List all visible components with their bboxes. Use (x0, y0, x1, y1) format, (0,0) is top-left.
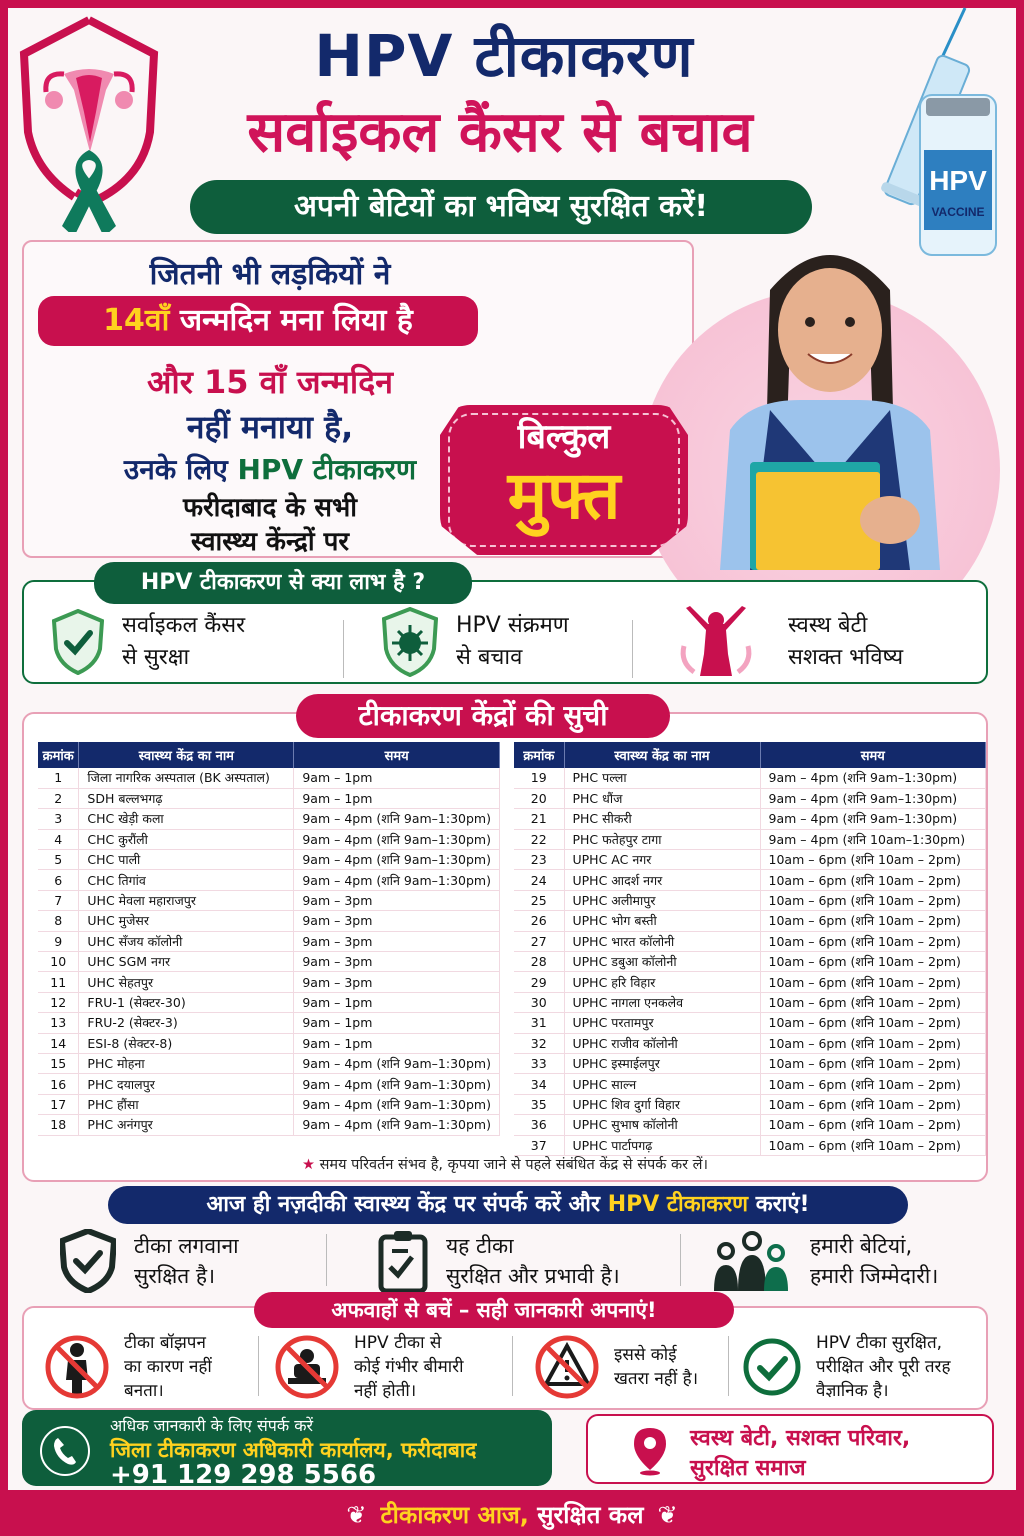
timing-cell: 9am – 3pm (294, 931, 500, 951)
cta-3-line2: हमारी जिम्मेदारी। (810, 1264, 939, 1288)
table-row (514, 1053, 986, 1073)
hpv-vaccination-highlight: HPV टीकाकरण (237, 453, 417, 486)
center-name-cell: PHC पल्ला (564, 768, 760, 788)
benefit-healthy-daughter (676, 604, 903, 680)
timing-cell: 10am – 6pm (शनि 10am – 2pm) (760, 1013, 986, 1033)
timing-cell: 10am – 6pm (शनि 10am – 2pm) (760, 952, 986, 972)
center-name-cell: PHC दयालपुर (79, 1074, 294, 1094)
timing-cell: 9am – 1pm (294, 768, 500, 788)
center-name-cell: UPHC डबुआ कॉलोनी (564, 952, 760, 972)
contact-office: जिला टीकाकरण अधिकारी कार्यालय, फरीदाबाद (110, 1438, 477, 1462)
col-serial: क्रमांक (38, 742, 79, 768)
center-name-cell: SDH बल्लभगढ़ (79, 788, 294, 808)
center-name-cell: ESI-8 (सेक्टर-8) (79, 1033, 294, 1053)
serial-cell: 6 (38, 870, 79, 890)
center-name-cell: UPHC शिव दुर्गा विहार (564, 1094, 760, 1114)
serial-cell: 14 (38, 1033, 79, 1053)
table-row (514, 829, 986, 849)
contact-phone-number[interactable]: +91 129 298 5566 (110, 1460, 377, 1490)
timing-cell: 10am – 6pm (शनि 10am – 2pm) (760, 850, 986, 870)
timing-cell: 10am – 6pm (शनि 10am – 2pm) (760, 1115, 986, 1135)
schoolgirl-illustration-icon (690, 230, 970, 570)
table-row (38, 1013, 500, 1033)
timing-cell: 9am – 4pm (शनि 9am–1:30pm) (294, 1074, 500, 1094)
contact-label: अधिक जानकारी के लिए संपर्क करें (110, 1416, 314, 1435)
serial-cell: 15 (38, 1053, 79, 1073)
timing-cell: 9am – 4pm (शनि 9am–1:30pm) (760, 788, 986, 808)
timing-cell: 10am – 6pm (शनि 10am – 2pm) (760, 972, 986, 992)
center-name-cell: PHC अनंगपुर (79, 1115, 294, 1135)
center-name-cell: UHC SGM नगर (79, 952, 294, 972)
cta-highlight: HPV टीकाकरण (607, 1192, 749, 1217)
age-14: 14वाँ (103, 303, 170, 338)
center-name-cell: UHC सँजय कॉलोनी (79, 931, 294, 951)
timing-cell: 9am – 3pm (294, 911, 500, 931)
no-infertility-icon (44, 1334, 110, 1400)
benefit-2-line1: HPV संक्रमण (456, 613, 569, 638)
timing-cell: 9am – 3pm (294, 952, 500, 972)
serial-cell: 37 (514, 1135, 564, 1155)
benefit-1-line2: से सुरक्षा (122, 645, 190, 670)
timing-cell: 10am – 6pm (शनि 10am – 2pm) (760, 890, 986, 910)
cta-1-line2: सुरक्षित है। (134, 1264, 216, 1288)
benefit-3-line2: सशक्त भविष्य (788, 645, 904, 670)
tagline-banner: अपनी बेटियों का भविष्य सुरक्षित करें! (190, 180, 812, 234)
centers-title: टीकाकरण केंद्रों की सुची (296, 694, 670, 738)
center-name-cell: UHC मुजेसर (79, 911, 294, 931)
serial-cell: 18 (38, 1115, 79, 1135)
age-highlight-banner (38, 296, 478, 346)
footer-part1: टीकाकरण आज, (380, 1501, 529, 1529)
table-row (514, 768, 986, 788)
celebrating-girl-icon (676, 606, 756, 678)
serial-cell: 10 (38, 952, 79, 972)
timing-cell: 9am – 1pm (294, 1033, 500, 1053)
serial-cell: 25 (514, 890, 564, 910)
center-name-cell: UPHC AC नगर (564, 850, 760, 870)
table-row (514, 911, 986, 931)
col-serial: क्रमांक (514, 742, 564, 768)
center-name-cell: UPHC साल्न (564, 1074, 760, 1094)
col-center-name: स्वास्थ्य केंद्र का नाम (79, 742, 294, 768)
fact-line3: वैज्ञानिक है। (816, 1381, 889, 1401)
table-row (38, 1074, 500, 1094)
timing-cell: 9am – 1pm (294, 992, 500, 1012)
star-icon: ★ (302, 1157, 316, 1173)
footer-slogan (0, 1498, 1024, 1531)
center-name-cell: UPHC भारत कॉलोनी (564, 931, 760, 951)
divider (728, 1336, 729, 1396)
motto-line1: स्वस्थ बेटी, सशक्त परिवार, (690, 1426, 911, 1451)
shield-check-icon (52, 609, 104, 675)
serial-cell: 4 (38, 829, 79, 849)
serial-cell: 26 (514, 911, 564, 931)
note-text: समय परिवर्तन संभव है, कृपया जाने से पहले संबंधित केंद्र से संपर्क कर लें। (315, 1157, 708, 1173)
timing-cell: 9am – 1pm (294, 788, 500, 808)
center-name-cell: UPHC इस्माईलपुर (564, 1053, 760, 1073)
free-badge-line1: बिल्कुल (517, 417, 611, 457)
serial-cell: 29 (514, 972, 564, 992)
benefit-cancer-protection (52, 604, 245, 680)
table-row (514, 788, 986, 808)
serial-cell: 1 (38, 768, 79, 788)
cta-our-responsibility (712, 1228, 938, 1294)
eligibility-line-6: फरीदाबाद के सभी (183, 493, 357, 523)
eligibility-line-1: जितनी भी लड़कियों ने (149, 257, 391, 292)
center-name-cell: UPHC पार्टापगढ़ (564, 1135, 760, 1155)
timing-cell: 10am – 6pm (शनि 10am – 2pm) (760, 1074, 986, 1094)
center-name-cell: UHC सेहतपुर (79, 972, 294, 992)
table-row (514, 992, 986, 1012)
timing-cell: 10am – 6pm (शनि 10am – 2pm) (760, 1094, 986, 1114)
table-row (514, 1013, 986, 1033)
center-name-cell: FRU-1 (सेक्टर-30) (79, 992, 294, 1012)
table-row (514, 1115, 986, 1135)
table-row (38, 1115, 500, 1135)
table-row (38, 911, 500, 931)
serial-cell: 21 (514, 809, 564, 829)
myth-2-line2: कोई गंभीर बीमारी (354, 1357, 464, 1377)
divider (343, 620, 344, 678)
center-name-cell: UHC मेवला महाराजपुर (79, 890, 294, 910)
table-row (38, 1033, 500, 1053)
center-name-cell: PHC फतेहपुर टागा (564, 829, 760, 849)
myth-2-line1: HPV टीका से (354, 1333, 442, 1353)
table-row (514, 850, 986, 870)
timing-cell: 10am – 6pm (शनि 10am – 2pm) (760, 1135, 986, 1155)
timing-cell: 9am – 3pm (294, 890, 500, 910)
benefits-title: HPV टीकाकरण से क्या लाभ है ? (94, 562, 472, 604)
table-row (38, 870, 500, 890)
serial-cell: 3 (38, 809, 79, 829)
cta-3-line1: हमारी बेटियां, (810, 1234, 913, 1258)
myth-1-line3: बनता। (124, 1381, 164, 1401)
center-name-cell: UPHC परतामपुर (564, 1013, 760, 1033)
myth-1-line1: टीका बॉझपन (124, 1333, 206, 1353)
table-row (514, 1135, 986, 1155)
timing-cell: 9am – 3pm (294, 972, 500, 992)
table-row (38, 992, 500, 1012)
myth-infertility (44, 1328, 212, 1406)
timing-cell: 9am – 4pm (शनि 9am–1:30pm) (294, 1094, 500, 1114)
timing-cell: 9am – 4pm (शनि 9am–1:30pm) (294, 1053, 500, 1073)
serial-cell: 5 (38, 850, 79, 870)
center-name-cell: FRU-2 (सेक्टर-3) (79, 1013, 294, 1033)
serial-cell: 12 (38, 992, 79, 1012)
page-subtitle: सर्वाइकल कैंसर से बचाव (247, 100, 753, 165)
fact-line2: परीक्षित और पूरी तरह (816, 1357, 951, 1377)
center-name-cell: CHC कुरौंली (79, 829, 294, 849)
center-name-cell: CHC पाली (79, 850, 294, 870)
divider (512, 1336, 513, 1396)
page-title: HPV टीकाकरण (314, 22, 694, 90)
timing-cell: 10am – 6pm (शनि 10am – 2pm) (760, 992, 986, 1012)
myth-no-danger (534, 1328, 698, 1406)
cta-text-end: कराएं! (748, 1192, 810, 1217)
for-them-text: उनके लिए (123, 453, 238, 486)
serial-cell: 11 (38, 972, 79, 992)
divider (326, 1234, 327, 1286)
timing-cell: 10am – 6pm (शनि 10am – 2pm) (760, 911, 986, 931)
family-group-icon (712, 1231, 792, 1291)
myth-2-line3: नहीं होती। (354, 1381, 417, 1401)
serial-cell: 23 (514, 850, 564, 870)
center-name-cell: PHC धौंज (564, 788, 760, 808)
table-row (514, 1094, 986, 1114)
center-name-cell: UPHC राजीव कॉलोनी (564, 1033, 760, 1053)
cta-safe-vaccine (60, 1228, 239, 1294)
serial-cell: 35 (514, 1094, 564, 1114)
serial-cell: 17 (38, 1094, 79, 1114)
center-name-cell: CHC तिगांव (79, 870, 294, 890)
table-row (38, 972, 500, 992)
timing-cell: 10am – 6pm (शनि 10am – 2pm) (760, 870, 986, 890)
divider (632, 620, 633, 678)
table-row (514, 809, 986, 829)
center-name-cell: UPHC भोग बस्ती (564, 911, 760, 931)
serial-cell: 7 (38, 890, 79, 910)
timing-cell: 9am – 4pm (शनि 9am–1:30pm) (294, 870, 500, 890)
motto-text (690, 1424, 910, 1484)
table-row (38, 809, 500, 829)
cta-1-line1: टीका लगवाना (134, 1234, 239, 1258)
timing-cell: 9am – 4pm (शनि 9am–1:30pm) (294, 809, 500, 829)
center-name-cell: PHC सीकरी (564, 809, 760, 829)
check-circle-icon (742, 1337, 802, 1397)
serial-cell: 31 (514, 1013, 564, 1033)
leaf-icon: ❦ (346, 1501, 367, 1529)
timing-cell: 9am – 4pm (शनि 9am–1:30pm) (760, 809, 986, 829)
table-row (514, 952, 986, 972)
table-row (38, 1053, 500, 1073)
col-timing: समय (294, 742, 500, 768)
no-danger-icon (534, 1334, 600, 1400)
leaf-icon: ❦ (657, 1501, 678, 1529)
timing-cell: 9am – 4pm (शनि 10am–1:30pm) (760, 829, 986, 849)
timing-cell: 9am – 4pm (शनि 9am–1:30pm) (294, 850, 500, 870)
serial-cell: 8 (38, 911, 79, 931)
cta-2-line2: सुरक्षित और प्रभावी है। (446, 1264, 620, 1288)
serial-cell: 30 (514, 992, 564, 1012)
centers-table-left (38, 742, 500, 1136)
serial-cell: 36 (514, 1115, 564, 1135)
phone-icon[interactable] (40, 1426, 90, 1476)
table-row (38, 931, 500, 951)
eligibility-line-5 (30, 450, 510, 488)
free-badge-line2: मुफ्त (507, 457, 621, 534)
eligibility-line-3: और 15 वाँ जन्मदिन (147, 363, 393, 401)
serial-cell: 28 (514, 952, 564, 972)
table-row (514, 890, 986, 910)
no-illness-icon (274, 1334, 340, 1400)
shield-virus-icon (382, 607, 438, 677)
cta-2-line1: यह टीका (446, 1234, 514, 1258)
serial-cell: 13 (38, 1013, 79, 1033)
divider (680, 1234, 681, 1286)
footer-part2: सुरक्षित कल (528, 1501, 644, 1529)
cta-banner (108, 1186, 908, 1224)
serial-cell: 16 (38, 1074, 79, 1094)
center-name-cell: UPHC आदर्श नगर (564, 870, 760, 890)
benefit-3-line1: स्वस्थ बेटी (788, 613, 868, 638)
clipboard-check-icon (378, 1229, 428, 1293)
table-row (38, 850, 500, 870)
table-row (38, 890, 500, 910)
eligibility-line-7: स्वास्थ्य केंन्द्रों पर (190, 527, 350, 557)
center-name-cell: UPHC नागला एनकलेव (564, 992, 760, 1012)
benefit-infection-protection (382, 604, 569, 680)
table-row (514, 972, 986, 992)
myths-title: अफवाहों से बचें – सही जानकारी अपनाएं! (254, 1292, 734, 1328)
myth-1-line2: का कारण नहीं (124, 1357, 212, 1377)
motto-line2: सुरक्षित समाज (690, 1456, 806, 1481)
cta-text: आज ही नज़दीकी स्वास्थ्य केंद्र पर संपर्क करें और (206, 1192, 608, 1217)
serial-cell: 32 (514, 1033, 564, 1053)
location-pin-icon (630, 1426, 670, 1476)
timing-change-note (22, 1154, 988, 1174)
center-name-cell: PHC मोहना (79, 1053, 294, 1073)
centers-table-right (514, 742, 986, 1156)
table-row (38, 829, 500, 849)
center-name-cell: UPHC अलीमापुर (564, 890, 760, 910)
serial-cell: 24 (514, 870, 564, 890)
divider (258, 1336, 259, 1396)
cta-effective-vaccine (378, 1228, 620, 1294)
timing-cell: 10am – 6pm (शनि 10am – 2pm) (760, 1033, 986, 1053)
center-name-cell: PHC हौंसा (79, 1094, 294, 1114)
fact-vaccine-safe (742, 1328, 951, 1406)
myth-3-line1: इससे कोई (614, 1345, 677, 1365)
serial-cell: 9 (38, 931, 79, 951)
table-row (514, 1033, 986, 1053)
center-name-cell: CHC खेड़ी कला (79, 809, 294, 829)
timing-cell: 9am – 1pm (294, 1013, 500, 1033)
serial-cell: 19 (514, 768, 564, 788)
table-row (38, 768, 500, 788)
table-row (38, 952, 500, 972)
serial-cell: 33 (514, 1053, 564, 1073)
timing-cell: 10am – 6pm (शनि 10am – 2pm) (760, 1053, 986, 1073)
eligibility-line-4: नहीं मनाया है, (186, 408, 354, 446)
table-row (514, 1074, 986, 1094)
col-timing: समय (760, 742, 986, 768)
timing-cell: 9am – 4pm (शनि 9am–1:30pm) (294, 829, 500, 849)
myth-serious-illness (274, 1328, 464, 1406)
serial-cell: 2 (38, 788, 79, 808)
svg-text:HPV: HPV (929, 165, 987, 196)
center-name-cell: UPHC हरि विहार (564, 972, 760, 992)
fact-line1: HPV टीका सुरक्षित, (816, 1333, 943, 1353)
serial-cell: 27 (514, 931, 564, 951)
table-row (514, 870, 986, 890)
syringe-vaccine-vial-icon (840, 0, 1005, 260)
table-row (38, 1094, 500, 1114)
myth-3-line2: खतरा नहीं है। (614, 1369, 699, 1389)
timing-cell: 9am – 4pm (शनि 9am–1:30pm) (760, 768, 986, 788)
center-name-cell: जिला नागरिक अस्पताल (BK अस्पताल) (79, 768, 294, 788)
benefit-2-line2: से बचाव (456, 645, 523, 670)
serial-cell: 20 (514, 788, 564, 808)
center-name-cell: UPHC सुभाष कॉलोनी (564, 1115, 760, 1135)
serial-cell: 22 (514, 829, 564, 849)
serial-cell: 34 (514, 1074, 564, 1094)
shield-check-icon (60, 1229, 116, 1293)
table-row (514, 931, 986, 951)
svg-text:VACCINE: VACCINE (931, 205, 985, 219)
timing-cell: 10am – 6pm (शनि 10am – 2pm) (760, 931, 986, 951)
age-text: जन्मदिन मना लिया है (169, 303, 413, 338)
benefit-1-line1: सर्वाइकल कैंसर (122, 613, 246, 638)
col-center-name: स्वास्थ्य केंद्र का नाम (564, 742, 760, 768)
timing-cell: 9am – 4pm (शनि 9am–1:30pm) (294, 1115, 500, 1135)
table-row (38, 788, 500, 808)
